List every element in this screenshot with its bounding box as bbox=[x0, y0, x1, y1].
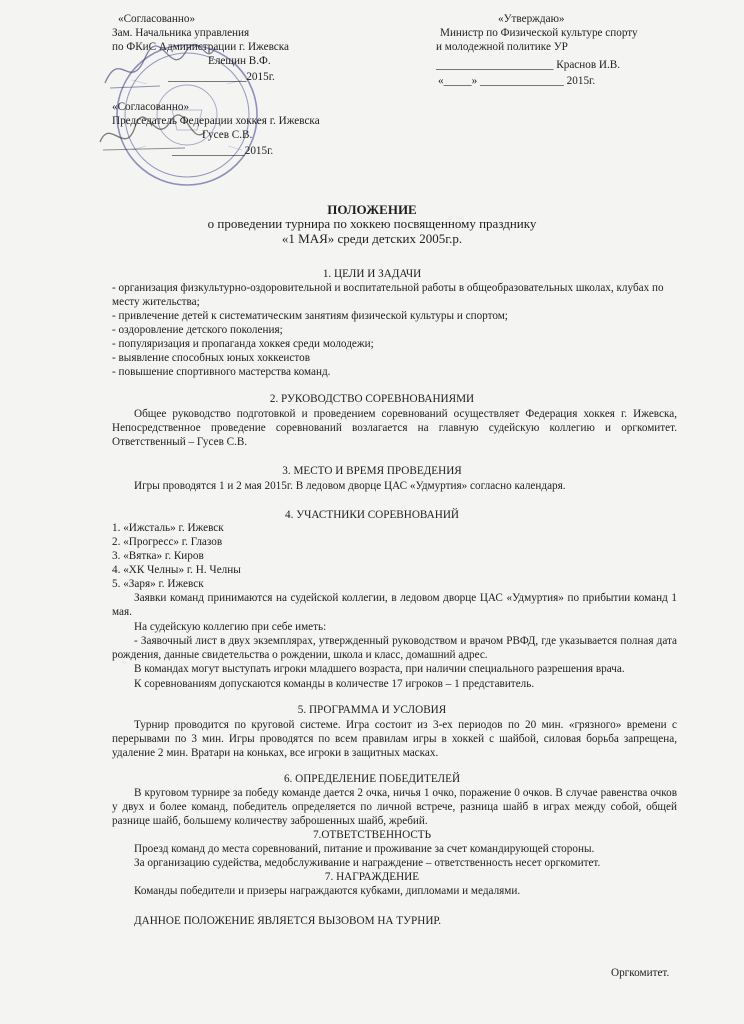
section-7-p1: Проезд команд до места соревнований, питание и проживание за счет командирующей стороны. bbox=[134, 843, 595, 855]
section-5-text: Турнир проводится по круговой системе. Игра состоит из 3-ех периодов по 20 мин. «грязного» времени с перерывами по 3 мин. Игры проводятся по всем правилам игры в хоккей с шайбой, силовая борьба запрещена, удаление 2 мин. Вратари на коньках, все игроки в защитных масках. bbox=[112, 719, 677, 759]
section-6-heading: 6. ОПРЕДЕЛЕНИЕ ПОБЕДИТЕЛЕЙ bbox=[283, 773, 461, 785]
approval-left-line3: Елещин В.Ф. bbox=[208, 55, 271, 67]
section-3-heading: 3. МЕСТО И ВРЕМЯ ПРОВЕДЕНИЯ bbox=[282, 465, 462, 477]
list-item: - привлечение детей к систематическим занятиям физической культуры и спортом; bbox=[112, 310, 508, 322]
section-6-text: В круговом турнире за победу команде дается 2 очка, ничья 1 очко, поражение 0 очков. В случае равенства очков у двух и более команд, победитель определяется по личной встрече, разница шайб в играх между собой, общей разнице шайб, большему количеству заброшенных шайб, жребий. bbox=[112, 787, 677, 827]
closing-statement: ДАННОЕ ПОЛОЖЕНИЕ ЯВЛЯЕТСЯ ВЫЗОВОМ НА ТУРНИР. bbox=[134, 915, 442, 927]
team-list bbox=[112, 521, 677, 591]
list-item: 3. «Вятка» г. Киров bbox=[112, 550, 204, 562]
list-item: - популяризация и пропаганда хоккея среди молодежи; bbox=[112, 338, 374, 350]
approval-right-line2: и молодежной политике УР bbox=[436, 41, 568, 53]
approval-left2-heading: «Согласованно» bbox=[112, 101, 190, 113]
approval-left2-line3: _____________2015г. bbox=[172, 145, 274, 157]
section-1-heading: 1. ЦЕЛИ И ЗАДАЧИ bbox=[322, 268, 422, 280]
section-8-text: Команды победители и призеры награждаются кубками, дипломами и медалями. bbox=[134, 885, 521, 897]
list-item: 2. «Прогресс» г. Глазов bbox=[112, 536, 223, 548]
section-4-heading: 4. УЧАСТНИКИ СОРЕВНОВАНИЙ bbox=[285, 509, 459, 521]
list-item: - организация физкультурно-оздоровительной и воспитательной работы в общеобразовательных школах, клубах по месту жительства; bbox=[112, 282, 664, 308]
approval-left-heading: «Согласованно» bbox=[118, 13, 196, 25]
list-item: - выявление способных юных хоккеистов bbox=[112, 352, 310, 364]
approval-right-line1: Министр по Физической культуре спорту bbox=[440, 27, 638, 39]
section-7-heading: 7.ОТВЕТСТВЕННОСТЬ bbox=[312, 829, 432, 841]
approval-left2-line2: Гусев С.В. bbox=[202, 129, 253, 141]
section-2-heading: 2. РУКОВОДСТВО СОРЕВНОВАНИЯМИ bbox=[269, 393, 475, 405]
approval-right-heading: «Утверждаю» bbox=[498, 13, 565, 25]
approval-left-line4: ______________2015г. bbox=[168, 71, 275, 83]
section-4-p1: Заявки команд принимаются на судейской коллегии, в ледовом дворце ЦАС «Удмуртия» по прибытии команд 1 мая. bbox=[112, 592, 677, 618]
section-4-p2: На судейскую коллегию при себе иметь: bbox=[134, 621, 327, 633]
section-8-heading: 7. НАГРАЖДЕНИЕ bbox=[324, 871, 420, 883]
document-title: ПОЛОЖЕНИЕ bbox=[327, 202, 417, 217]
signature-label: Оргкомитет. bbox=[611, 967, 670, 979]
section-4-p4: В командах могут выступать игроки младшего возраста, при наличии специального разрешения врача. bbox=[134, 663, 625, 675]
list-item: - оздоровление детского поколения; bbox=[112, 324, 283, 336]
list-item: 5. «Заря» г. Ижевск bbox=[112, 578, 204, 590]
section-1-list bbox=[112, 281, 677, 379]
section-2-text: Общее руководство подготовкой и проведением соревнований осуществляет Федерация хоккея г. Ижевска, Непосредственное проведение соревнований возлагается на главную судейскую коллегию и оргкомитет. Ответственный – Гусев С.В. bbox=[112, 408, 677, 448]
document-subtitle-2: «1 МАЯ» среди детских 2005г.р. bbox=[281, 231, 463, 246]
section-4-p5: К соревнованиям допускаются команды в количестве 17 игроков – 1 представитель. bbox=[134, 678, 535, 690]
approval-right-line3: _____________________ Краснов И.В. bbox=[436, 59, 621, 71]
approval-left-line1: Зам. Начальника управления bbox=[112, 27, 250, 39]
approval-left-line2: по ФКиС Администрации г. Ижевска bbox=[112, 41, 290, 53]
list-item: - повышение спортивного мастерства команд. bbox=[112, 366, 331, 378]
document-subtitle-1: о проведении турнира по хоккею посвященному празднику bbox=[207, 216, 537, 231]
section-3-text: Игры проводятся 1 и 2 мая 2015г. В ледовом дворце ЦАС «Удмуртия» согласно календаря. bbox=[134, 480, 566, 492]
section-4-p3: - Заявочный лист в двух экземплярах, утвержденный руководством и врачом РВФД, где указывается полная дата рождения, данные свидетельства о рождении, школа и класс, домашний адрес. bbox=[112, 635, 677, 661]
approval-left2-line1: Председатель Федерации хоккея г. Ижевска bbox=[112, 115, 320, 127]
list-item: 1. «Ижсталь» г. Ижевск bbox=[112, 522, 224, 534]
section-5-heading: 5. ПРОГРАММА И УСЛОВИЯ bbox=[297, 704, 447, 716]
section-7-p2: За организацию судейства, медобслуживание и награждение – ответственность несет оргкомитет. bbox=[134, 857, 601, 869]
list-item: 4. «ХК Челны» г. Н. Челны bbox=[112, 564, 241, 576]
approval-right-line4: «_____» _______________ 2015г. bbox=[438, 75, 596, 87]
